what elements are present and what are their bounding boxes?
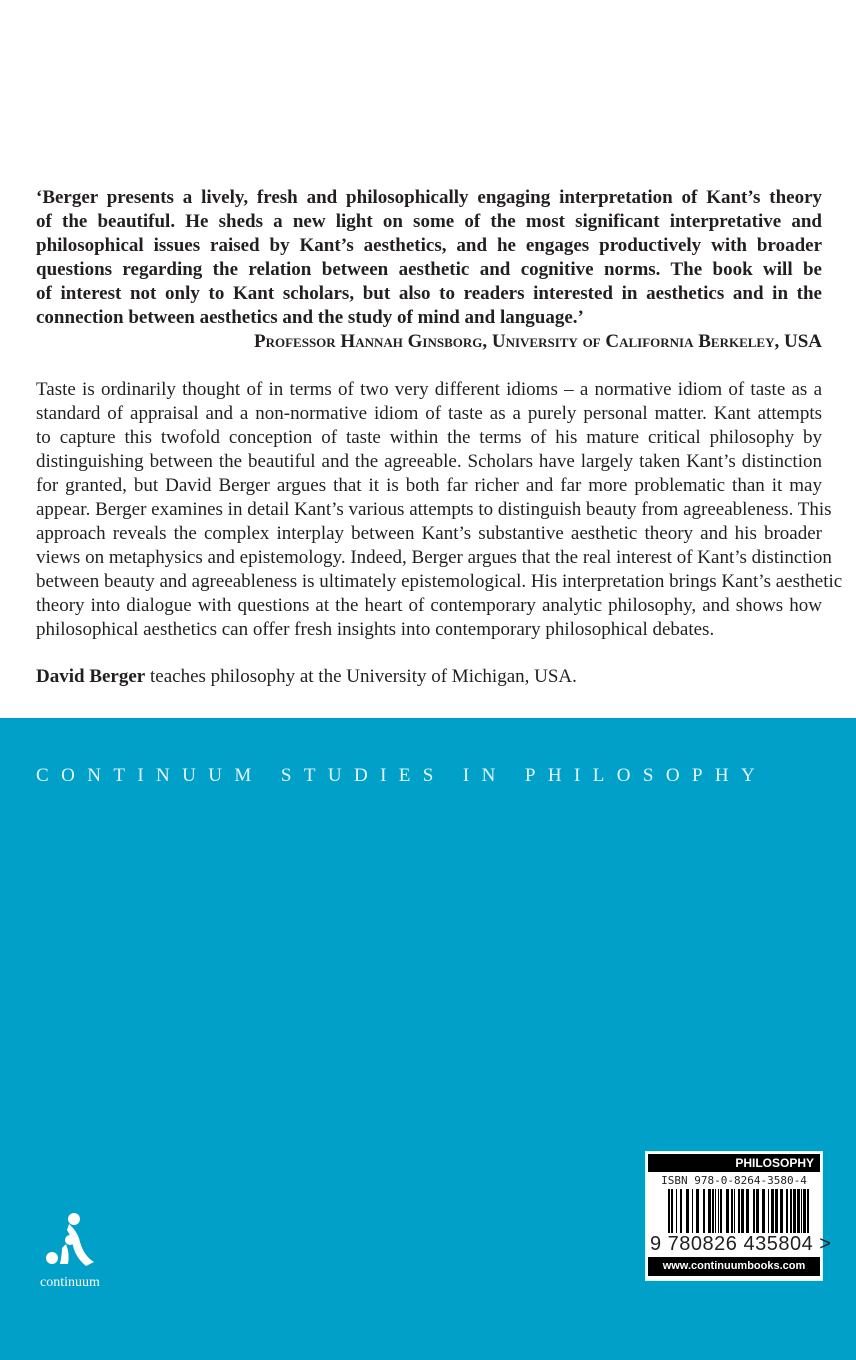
barcode-bar xyxy=(738,1189,740,1233)
barcode-bar xyxy=(775,1189,778,1233)
author-bio xyxy=(36,665,577,689)
isbn-number: ISBN 978-0-8264-3580-4 xyxy=(661,1174,807,1187)
barcode-bar xyxy=(703,1189,705,1233)
description-line: views on metaphysics and epistemology. Indeed, Berger argues that the real interest of Kant’s distinction xyxy=(36,547,832,568)
barcode-bar xyxy=(786,1189,788,1233)
barcode-digits: 9 780826 435804 > xyxy=(646,1233,822,1255)
barcode-bar xyxy=(771,1189,774,1233)
quote-attribution: Professor Hannah Ginsborg, University of California Berkeley, USA xyxy=(254,331,822,352)
quote-line: of interest not only to Kant scholars, but also to readers interested in aesthetics and in the xyxy=(36,283,822,304)
barcode-bar xyxy=(715,1189,716,1233)
quote-line: philosophical issues raised by Kant’s aesthetics, and he engages productively with broader xyxy=(36,235,822,256)
barcode-bar xyxy=(801,1189,802,1233)
barcode-bar xyxy=(668,1189,670,1233)
description-line: for granted, but David Berger argues that it is both far richer and far more problematic than it may xyxy=(36,475,822,496)
quote-line: questions regarding the relation between aesthetic and cognitive norms. The book will be xyxy=(36,259,822,280)
barcode-bar xyxy=(671,1189,673,1233)
quote-line: of the beautiful. He sheds a new light on some of the most significant interpretative and xyxy=(36,211,822,232)
barcode-bar xyxy=(712,1189,714,1233)
publisher-url: www.continuumbooks.com xyxy=(648,1257,820,1276)
description-line: Taste is ordinarily thought of in terms of two very different idioms – a normative idiom of taste as a xyxy=(36,379,822,400)
barcode-bar xyxy=(756,1189,759,1233)
publisher-name: continuum xyxy=(40,1275,100,1290)
continuum-logo-icon xyxy=(40,1212,100,1268)
barcode-bar xyxy=(807,1189,809,1233)
barcode-bar xyxy=(718,1189,719,1233)
description-line: appear. Berger examines in detail Kant’s various attempts to distinguish beauty from agreeableness. This xyxy=(36,499,832,520)
author-name: David Berger xyxy=(36,666,146,687)
barcode xyxy=(668,1189,814,1233)
barcode-bar xyxy=(762,1189,765,1233)
barcode-bar xyxy=(708,1189,711,1233)
publisher-logo xyxy=(30,1212,110,1291)
quote-line: connection between aesthetics and the study of mind and language.’ xyxy=(36,307,584,328)
barcode-bar xyxy=(731,1189,733,1233)
barcode-bar xyxy=(803,1189,806,1233)
barcode-category: PHILOSOPHY xyxy=(648,1154,820,1172)
quote-line: ‘Berger presents a lively, fresh and philosophically engaging interpretation of Kant’s theory xyxy=(36,187,822,208)
description xyxy=(36,378,843,642)
description-line: to capture this twofold conception of taste within the terms of his mature critical philosophy by xyxy=(36,427,822,448)
barcode-bar xyxy=(680,1189,682,1233)
isbn-barcode-box xyxy=(645,1151,832,1281)
barcode-bar xyxy=(686,1189,689,1233)
barcode-bar xyxy=(676,1189,677,1233)
barcode-bar xyxy=(726,1189,729,1233)
description-line: distinguishing between the beautiful and the agreeable. Scholars have largely taken Kant’s distinction xyxy=(36,451,822,472)
barcode-bar xyxy=(768,1189,769,1233)
barcode-bar xyxy=(741,1189,744,1233)
description-line: approach reveals the complex interplay between Kant’s substantive aesthetic theory and his broader xyxy=(36,523,822,544)
barcode-bar xyxy=(746,1189,749,1233)
barcode-bar xyxy=(790,1189,792,1233)
review-quote xyxy=(36,186,822,330)
barcode-bar xyxy=(793,1189,796,1233)
author-bio-text: teaches philosophy at the University of Michigan, USA. xyxy=(145,666,577,687)
barcode-bar xyxy=(720,1189,722,1233)
barcode-bar xyxy=(734,1189,735,1233)
barcode-bar xyxy=(692,1189,693,1233)
description-line: theory into dialogue with questions at the heart of contemporary analytic philosophy, and shows how xyxy=(36,595,822,616)
barcode-bar xyxy=(797,1189,800,1233)
barcode-bar xyxy=(780,1189,783,1233)
barcode-bar xyxy=(696,1189,699,1233)
barcode-bar xyxy=(753,1189,755,1233)
description-line: standard of appraisal and a non-normative idiom of taste as a purely personal matter. Kant attempts xyxy=(36,403,822,424)
series-title: CONTINUUM STUDIES IN PHILOSOPHY xyxy=(36,765,768,786)
description-line: philosophical aesthetics can offer fresh insights into contemporary philosophical debates. xyxy=(36,619,715,640)
description-line: between beauty and agreeableness is ultimately epistemological. His interpretation brings Kant’s aesthetic xyxy=(36,571,843,592)
